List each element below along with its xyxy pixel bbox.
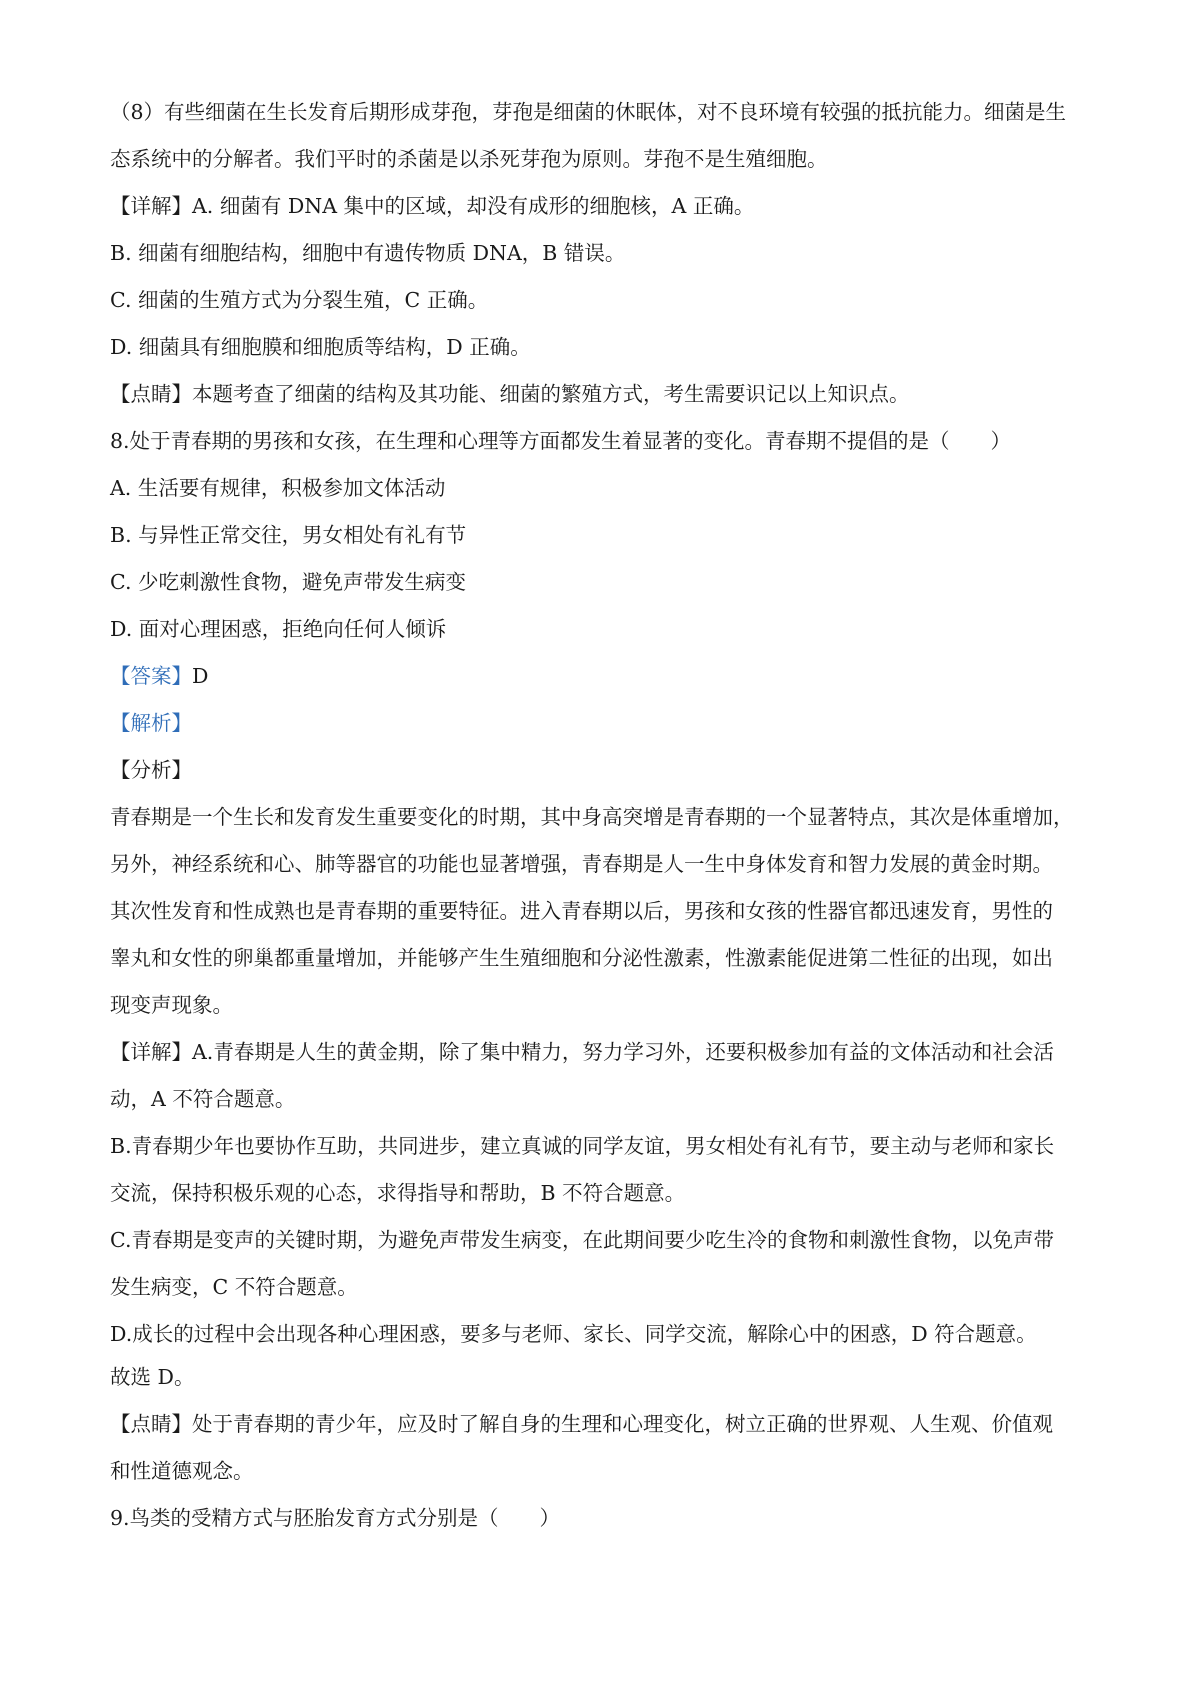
question-9 [110,1504,1100,1533]
q8-detail-c-line: C.青春期是变声的关键时期，为避免声带发生病变，在此期间要少吃生冷的食物和刺激性食物，以免声带 [110,1228,1054,1252]
question-8 [110,427,1100,1486]
q8-answer [110,662,1100,691]
answer-label: 【答案】 [110,664,192,688]
prev-detail-b: B. 细菌有细胞结构，细胞中有遗传物质 DNA，B 错误。 [110,241,626,265]
prev-comment: 【点睛】本题考查了细菌的结构及其功能、细菌的繁殖方式，考生需要识记以上知识点。 [110,382,910,406]
prev-detail-d: D. 细菌具有细胞膜和细胞质等结构，D 正确。 [110,335,531,359]
q8-fenxi-line: 青春期是一个生长和发育发生重要变化的时期，其中身高突增是青春期的一个显著特点，其次是体重增加， [110,805,1074,829]
q8-fenxi-line: 其次性发育和性成熟也是青春期的重要特征。进入青春期以后，男孩和女孩的性器官都迅速发育，男性的 [110,899,1053,923]
q8-fenxi-line: 现变声现象。 [110,993,233,1017]
q8-fenxi-line: 另外，神经系统和心、肺等器官的功能也显著增强，青春期是人一生中身体发育和智力发展的黄金时期。 [110,852,1053,876]
prev-p8-line1: （8）有些细菌在生长发育后期形成芽孢，芽孢是细菌的休眠体，对不良环境有较强的抵抗能力。细菌是生 [110,100,1067,124]
q8-option-d: D. 面对心理困惑，拒绝向任何人倾诉 [110,617,447,641]
q8-fenxi-label: 【分析】 [110,758,192,782]
document-page [110,98,1100,1533]
q8-analysis-label [110,709,1100,738]
q8-detail-b-line: B.青春期少年也要协作互助，共同进步，建立真诚的同学友谊，男女相处有礼有节，要主动与老师和家长 [110,1134,1055,1158]
q8-conclusion: 故选 D。 [110,1365,195,1389]
q9-stem: 9.鸟类的受精方式与胚胎发育方式分别是（ ） [110,1506,561,1530]
prev-detail-a: 【详解】A. 细菌有 DNA 集中的区域，却没有成形的细胞核，A 正确。 [110,194,755,218]
q8-comment-line: 【点睛】处于青春期的青少年，应及时了解自身的生理和心理变化，树立正确的世界观、人生观、价值观 [110,1412,1053,1436]
prev-p8-line2: 态系统中的分解者。我们平时的杀菌是以杀死芽孢为原则。芽孢不是生殖细胞。 [110,147,828,171]
answer-value: D [192,664,209,688]
q8-detail-c-line: 发生病变，C 不符合题意。 [110,1275,358,1299]
q8-option-b: B. 与异性正常交往，男女相处有礼有节 [110,523,467,547]
analysis-label: 【解析】 [110,711,192,735]
prev-detail-c: C. 细菌的生殖方式为分裂生殖，C 正确。 [110,288,489,312]
q8-detail-a-line: 动，A 不符合题意。 [110,1087,296,1111]
q8-option-c: C. 少吃刺激性食物，避免声带发生病变 [110,570,466,594]
q8-stem: 8.处于青春期的男孩和女孩，在生理和心理等方面都发生着显著的变化。青春期不提倡的是（ ） [110,429,1012,453]
q8-detail-b-line: 交流，保持积极乐观的心态，求得指导和帮助，B 不符合题意。 [110,1181,686,1205]
q8-fenxi-line: 睾丸和女性的卵巢都重量增加，并能够产生生殖细胞和分泌性激素，性激素能促进第二性征的出现，如出 [110,946,1053,970]
q8-detail-a-line: 【详解】A.青春期是人生的黄金期，除了集中精力，努力学习外，还要积极参加有益的文体活动和社会活 [110,1040,1054,1064]
q8-comment-line: 和性道德观念。 [110,1459,254,1483]
prev-solution [110,98,1100,409]
q8-option-a: A. 生活要有规律，积极参加文体活动 [110,476,446,500]
q8-detail-d: D.成长的过程中会出现各种心理困惑，要多与老师、家长、同学交流，解除心中的困惑，D 符合题意。 [110,1322,1037,1346]
